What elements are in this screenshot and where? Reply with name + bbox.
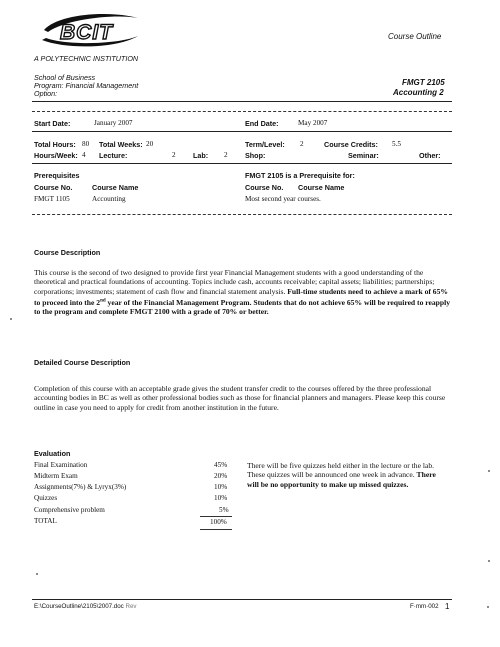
school-name: School of Business [34, 73, 96, 82]
prerequisite-for-text: Most second year courses. [245, 195, 321, 203]
file-path-suffix: Rev [125, 603, 137, 610]
shop-label: Shop: [245, 151, 266, 160]
end-date-label: End Date: [245, 119, 279, 128]
option-label: Option: [34, 89, 58, 98]
detailed-description-heading: Detailed Course Description [34, 358, 131, 367]
bcit-logo [38, 10, 142, 52]
lab-value: 2 [224, 151, 228, 159]
lecture-value: 2 [172, 151, 176, 159]
file-path-text: E:\CourseOutline\2105\2007.doc [34, 603, 124, 610]
start-date-value: January 2007 [94, 119, 133, 127]
course-description-bold-part1: Full-time students need to achieve a mark of 65% to proceed into the 2 [34, 286, 448, 307]
hours-week-label: Hours/Week: [34, 151, 78, 160]
evaluation-total-label: TOTAL [34, 517, 57, 525]
course-description-bold-part2: year of the Financial Management Program. Students that do not achieve 65% will be required to reapply to the program and complete FMGT 2100 with a grade of 70% or better. [34, 297, 451, 317]
prerequisite-course-name: Accounting [92, 195, 126, 203]
prerequisites-divider [32, 214, 452, 215]
course-credits-label: Course Credits: [324, 140, 378, 149]
institution-tagline: A POLYTECHNIC INSTITUTION [34, 54, 139, 63]
details-bottom-divider [32, 163, 452, 164]
prerequisite-for-col-course-name: Course Name [298, 183, 345, 192]
term-level-value: 2 [300, 140, 304, 148]
quiz-note [247, 461, 447, 489]
scan-speck [10, 318, 12, 320]
evaluation-percent: 5% [219, 506, 229, 514]
detailed-description-body: Completion of this course with an acceptable grade gives the student transfer credit to the courses offered by the three professional accounting bodies in BC as well as other professional bodies such as those for financial planners and managers. Please keep this course outline in case you need to apply for credit from another institution in the future. [34, 384, 446, 412]
evaluation-item: Final Examination [34, 461, 88, 469]
form-number: F·mm·002 [410, 603, 439, 610]
course-title: Accounting 2 [393, 88, 444, 97]
total-weeks-label: Total Weeks: [99, 140, 143, 149]
course-description-text: This course is the second of two designed to provide first year Financial Management students with a good understanding of the theoretical and practical foundations of accounting. Topics include cash, accounts receivable; capital assets; liabilities; partnerships; corporations; investments; statement of cash flow and financial statement analysis. [34, 268, 435, 296]
page-number: 1 [445, 602, 450, 611]
header-divider [32, 101, 452, 102]
total-hours-value: 80 [82, 140, 90, 148]
evaluation-total-value: 100% [210, 518, 227, 526]
evaluation-heading: Evaluation [34, 449, 71, 458]
evaluation-item: Quizzes [34, 494, 58, 502]
course-credits-value: 5.5 [392, 140, 401, 148]
evaluation-item: Comprehensive problem [34, 506, 105, 514]
evaluation-percent: 10% [214, 483, 228, 491]
total-hours-label: Total Hours: [34, 140, 76, 149]
evaluation-item: Assignments(7%) & Lyryx(3%) [34, 483, 127, 491]
header-dashed-divider [32, 111, 452, 112]
term-level-label: Term/Level: [245, 140, 285, 149]
evaluation-percent: 10% [214, 494, 228, 502]
scan-speck [36, 573, 38, 575]
prerequisite-course-no: FMGT 1105 [34, 195, 70, 203]
footer-divider [32, 599, 452, 600]
file-path [34, 603, 137, 610]
start-date-label: Start Date: [34, 119, 71, 128]
evaluation-percent: 45% [214, 461, 228, 469]
svg-text:BCIT: BCIT [60, 21, 113, 44]
document-type: Course Outline [388, 32, 442, 41]
other-label: Other: [419, 151, 441, 160]
prerequisite-for-heading: FMGT 2105 is a Prerequisite for: [245, 171, 355, 180]
lab-label: Lab: [193, 151, 209, 160]
lecture-label: Lecture: [99, 151, 128, 160]
prerequisites-col-course-no: Course No. [34, 183, 73, 192]
course-description-body [34, 268, 452, 317]
end-date-value: May 2007 [298, 119, 328, 127]
scan-speck [487, 606, 489, 608]
scan-speck [488, 470, 490, 472]
evaluation-item: Midterm Exam [34, 472, 78, 480]
evaluation-percent: 20% [214, 472, 228, 480]
scan-speck [488, 560, 490, 562]
details-divider [32, 131, 452, 132]
prerequisites-heading: Prerequisites [34, 171, 80, 180]
program-name: Program: Financial Management [34, 81, 139, 90]
hours-week-value: 4 [82, 151, 86, 159]
evaluation-sum-rule [200, 516, 232, 517]
bcit-logo-graphic [38, 10, 142, 52]
prerequisites-col-course-name: Course Name [92, 183, 139, 192]
seminar-label: Seminar: [348, 151, 379, 160]
course-description-superscript: nd [100, 298, 106, 304]
quiz-note-text: There will be five quizzes held either in the lecture or the lab. These quizzes will be announced one week in advance. [247, 461, 435, 480]
prerequisite-for-col-course-no: Course No. [245, 183, 284, 192]
evaluation-total-rule [200, 529, 232, 530]
quiz-note-bold: There will be no opportunity to make up missed quizzes. [247, 470, 436, 489]
total-weeks-value: 20 [146, 140, 154, 148]
course-description-heading: Course Description [34, 248, 101, 257]
course-code: FMGT 2105 [402, 78, 445, 87]
